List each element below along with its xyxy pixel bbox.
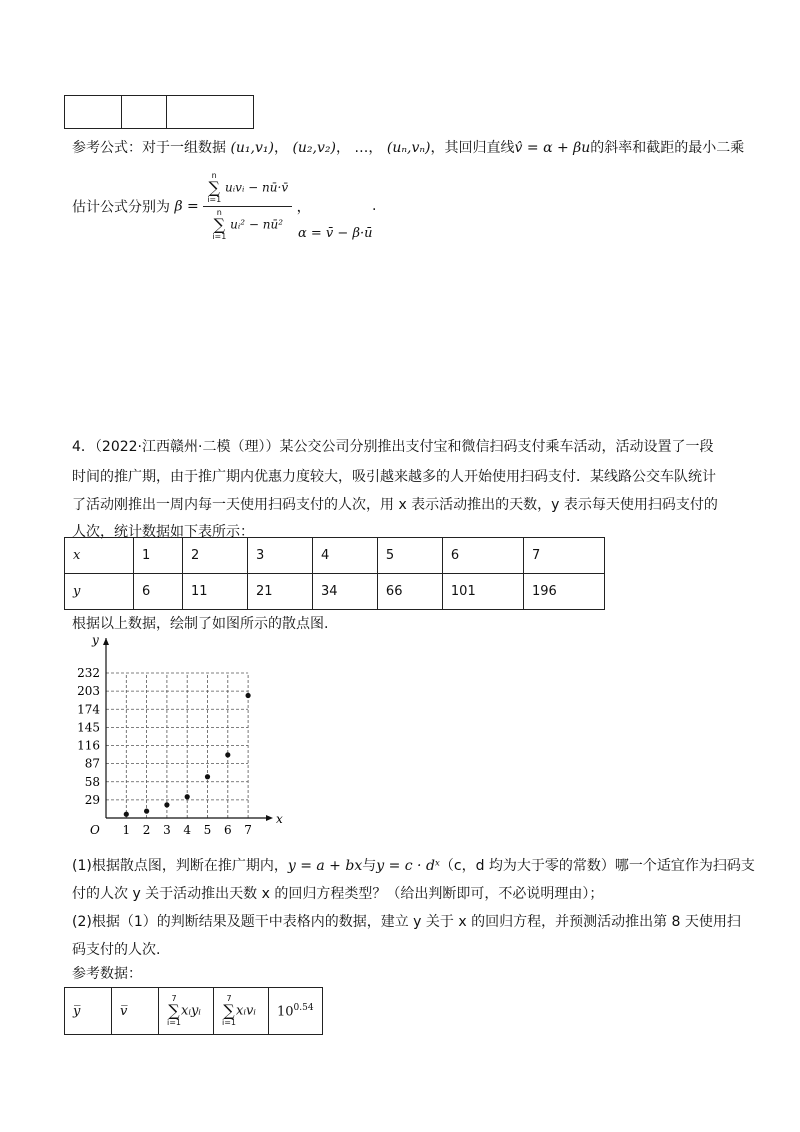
formula-line2-prefix: 估计公式分别为 — [72, 199, 170, 216]
formula-line-1: 参考公式：对于一组数据 (u₁,v₁)， (u₂,v₂)， …， (uₙ,vₙ)，其回归直线v̂ = α + βu的斜率和截距的最小二乘 — [72, 140, 745, 156]
table-cell: 21 — [247, 574, 312, 610]
top-table-cell — [65, 96, 122, 129]
x-axis-label: x — [276, 812, 283, 826]
beta-fraction — [203, 172, 292, 241]
question-line-4: 人次，统计数据如下表所示： — [72, 524, 254, 540]
pair-1: (u₁,v₁) — [230, 140, 274, 156]
data-point — [164, 802, 169, 807]
part-2-line-2: 码支付的人次. — [72, 942, 161, 958]
table-cell: 2 — [182, 538, 247, 574]
regression-line: v̂ = α + βu — [514, 140, 591, 156]
part-1-text-2: （c，d 均为大于零的常数）哪一个适宜作为扫码支 — [439, 858, 755, 874]
sum-symbol: 7 ∑ i=1 — [167, 994, 182, 1027]
question-source: （2022·江西赣州·二模（理）） — [94, 439, 280, 455]
formula-comma: ， — [296, 199, 311, 216]
ref-cell-vbar: v̅ — [112, 988, 159, 1035]
part-2-line-1: (2)根据（1）的判断结果及题干中表格内的数据，建立 y 关于 x 的回归方程，并预测活动推出第 8 天使用扫 — [72, 914, 741, 930]
table-cell: 66 — [377, 574, 442, 610]
x-tick-label: 3 — [163, 823, 171, 837]
y-tick-label: 29 — [84, 792, 100, 807]
table-cell: 34 — [312, 574, 377, 610]
formula-mid: ，其回归直线 — [430, 140, 515, 156]
beta-lhs: β = — [174, 198, 199, 215]
table-cell: y — [65, 574, 134, 610]
top-table-cell — [167, 96, 254, 129]
sum-xy-body: xᵢyᵢ — [181, 1003, 201, 1019]
table-cell: 3 — [247, 538, 312, 574]
reference-label: 参考数据： — [72, 966, 142, 982]
table-row — [65, 988, 323, 1035]
table-cell: 196 — [523, 574, 604, 610]
y-tick-label: 145 — [77, 720, 100, 735]
reference-table — [64, 987, 323, 1035]
x-tick-label: 1 — [122, 823, 131, 837]
top-table — [64, 95, 254, 129]
formula-line-2 — [72, 172, 311, 241]
after-table-text: 根据以上数据，绘制了如图所示的散点图. — [72, 616, 329, 632]
table-cell: 6 — [134, 574, 183, 610]
ref-cell-ybar: y̅ — [65, 988, 112, 1035]
sum-xv-body: xᵢvᵢ — [236, 1003, 256, 1019]
x-tick-label: 4 — [183, 823, 192, 837]
y-tick-label: 58 — [84, 774, 100, 789]
data-point — [205, 774, 210, 779]
table-cell: 101 — [442, 574, 523, 610]
pair-2: (u₂,v₂) — [292, 140, 336, 156]
sum-symbol: n ∑ i=1 — [207, 171, 222, 204]
table-cell: x — [65, 538, 134, 574]
beta-numerator: uᵢvᵢ − nū·v̄ — [225, 180, 289, 195]
x-tick-label: 6 — [223, 823, 232, 837]
model-exponential: y = c · dˣ — [376, 858, 440, 874]
x-axis-arrow — [266, 815, 273, 821]
part-1-text: (1)根据散点图，判断在推广期内， — [72, 858, 288, 874]
table-cell: 1 — [134, 538, 183, 574]
top-table-cell — [122, 96, 167, 129]
y-tick-label: 203 — [77, 684, 100, 699]
sum-symbol: 7 ∑ i=1 — [222, 994, 237, 1027]
table-row — [65, 538, 605, 574]
y-tick-label: 87 — [84, 756, 100, 771]
origin-label: O — [90, 823, 100, 837]
scatter-plot — [66, 630, 286, 840]
ref-cell-sum-xv — [214, 988, 269, 1035]
question-text: 某公交公司分别推出支付宝和微信扫码支付乘车活动，活动设置了一段 — [279, 439, 714, 455]
data-point — [185, 794, 190, 799]
power-base: 10 — [277, 1004, 294, 1020]
question-line-3: 了活动刚推出一周内每一天使用扫码支付的人次，用 x 表示活动推出的天数，y 表示每天使用扫码支付的 — [72, 497, 718, 513]
data-table — [64, 537, 605, 610]
sum-symbol: n ∑ i=1 — [212, 208, 227, 241]
table-row — [65, 574, 605, 610]
data-point — [246, 693, 251, 698]
question-line-1 — [72, 436, 713, 456]
pair-ellipsis: …， — [354, 140, 383, 156]
data-point — [225, 752, 230, 757]
y-tick-label: 116 — [77, 738, 100, 753]
table-cell: 7 — [523, 538, 604, 574]
data-point — [124, 812, 129, 817]
table-cell: 6 — [442, 538, 523, 574]
part-1-line-2: 付的人次 y 关于活动推出天数 x 的回归方程类型？（给出判断即可，不必说明理由）； — [72, 886, 604, 902]
y-axis-arrow — [103, 638, 109, 645]
x-tick-label: 7 — [244, 823, 252, 837]
question-line-2: 时间的推广期，由于推广期内优惠力度较大，吸引越来越多的人开始使用扫码支付．某线路公交车队统计 — [72, 469, 716, 485]
y-tick-label: 174 — [77, 702, 100, 717]
ref-cell-sum-xy — [159, 988, 214, 1035]
formula-period: . — [372, 198, 377, 214]
pair-n: (uₙ,vₙ) — [386, 140, 431, 156]
y-axis-label: y — [92, 633, 99, 647]
part-1-and: 与 — [362, 858, 377, 874]
formula-suffix: 的斜率和截距的最小二乘 — [590, 140, 745, 156]
data-point — [144, 809, 149, 814]
part-1-line-1 — [72, 855, 755, 875]
model-linear: y = a + bx — [287, 858, 363, 874]
table-cell: 11 — [182, 574, 247, 610]
question-number: 4． — [72, 439, 95, 455]
ref-cell-power — [269, 988, 323, 1035]
beta-denominator: uᵢ² − nū² — [230, 217, 284, 232]
alpha-formula: α = v̄ − β·ū — [298, 226, 373, 241]
x-tick-label: 2 — [142, 823, 151, 837]
power-exponent: 0.54 — [293, 1002, 314, 1013]
y-tick-label: 232 — [77, 666, 100, 680]
table-cell: 5 — [377, 538, 442, 574]
x-tick-label: 5 — [203, 823, 212, 837]
formula-prefix: 参考公式：对于一组数据 — [72, 140, 226, 156]
table-cell: 4 — [312, 538, 377, 574]
